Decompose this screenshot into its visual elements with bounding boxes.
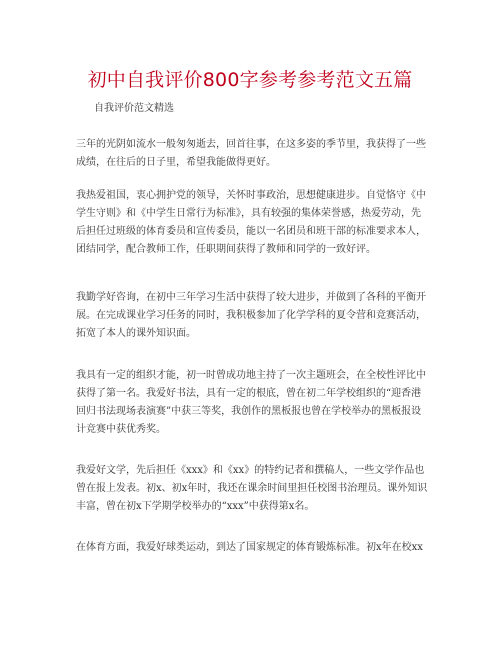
paragraph-line: 拓宽了本人的课外知识面。: [76, 328, 196, 339]
paragraph-line: 我爱好文学，先后担任《xxx》和《xx》的特约记者和撰稿人，一些文学作品也: [76, 465, 425, 476]
paragraph-line: 丰富，曾在初x下学期学校举办的“xxx”中获得第x名。: [76, 501, 315, 512]
paragraph-6: [76, 539, 426, 557]
paragraph-4: [76, 367, 426, 439]
paragraph-3: [76, 289, 426, 343]
document-subtitle: 自我评价范文精选: [94, 103, 174, 114]
paragraph-line: 成绩，在往后的日子里，希望我能做得更好。: [76, 157, 276, 168]
paragraph-line: 曾在报上发表。初x、初x年时，我还在课余时间里担任校图书治理员。课外知识: [76, 483, 428, 494]
paragraph-line: 学生守则》和《中学生日常行为标准》，具有较强的集体荣誉感，热爱劳动，先: [76, 208, 421, 219]
paragraph-line: 回归书法现场表演赛”中获三等奖，我创作的黑板报也曾在学校举办的黑板报设: [76, 406, 422, 417]
paragraph-line: 后担任过班级的体育委员和宣传委员，能以一名团员和班干部的标准要求本人，: [76, 226, 426, 237]
paragraph-line: 我热爱祖国，衷心拥护党的领导，关怀时事政治，思想健康进步。自觉恪守《中: [76, 190, 426, 201]
paragraph-5: [76, 462, 426, 516]
paragraph-line: 展。在完成课业学习任务的同时，我积极参加了化学学科的夏令营和竞赛活动，: [76, 310, 426, 321]
paragraph-line: 团结同学，配合教师工作，任职期间获得了教师和同学的一致好评。: [76, 244, 376, 255]
paragraph-1: [76, 136, 426, 172]
paragraph-line: 我具有一定的组织才能，初一时曾成功地主持了一次主题班会，在全校性评比中: [76, 370, 426, 381]
paragraph-line: 获得了第一名。我爱好书法，具有一定的根底，曾在初二年学校组织的“迎香港: [76, 388, 422, 399]
paragraph-line: 我勤学好咨询，在初中三年学习生活中获得了较大进步，并做到了各科的平衡开: [76, 292, 426, 303]
document-title: 初中自我评价800字参考参考范文五篇: [87, 69, 413, 91]
paragraph-line: 计竞赛中获优秀奖。: [76, 424, 166, 435]
paragraph-2: [76, 187, 426, 259]
paragraph-line: 在体育方面，我爱好球类运动，到达了国家规定的体育锻炼标准。初x年在校xx: [76, 542, 423, 553]
paragraph-line: 三年的光阴如流水一般匆匆逝去，回首往事，在这多姿的季节里，我获得了一些: [76, 139, 426, 150]
